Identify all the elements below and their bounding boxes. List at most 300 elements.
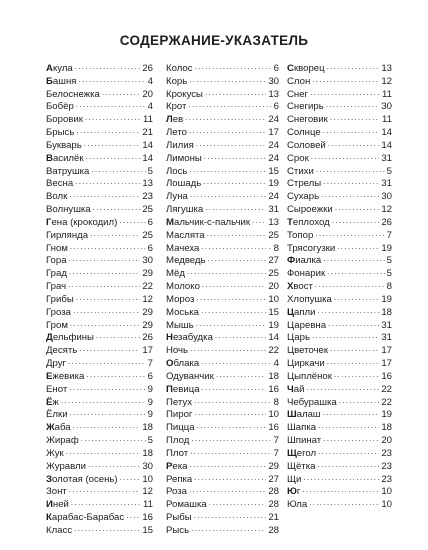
dot-leader — [315, 279, 385, 292]
dot-leader — [317, 459, 379, 472]
dot-leader — [323, 176, 379, 189]
dot-leader — [315, 228, 384, 241]
entry-initial-letter: Г — [46, 216, 52, 228]
entry-initial-letter: Ч — [287, 383, 294, 395]
entry-word: Стрелы — [287, 178, 322, 190]
entry-label — [166, 281, 200, 294]
entry-page-number: 4 — [147, 75, 153, 87]
entry-word: ж — [52, 396, 59, 408]
entry-initial-letter: З — [46, 473, 53, 485]
dot-leader — [327, 356, 380, 369]
entry-word: еплоход — [292, 216, 330, 228]
entry-page-number: 15 — [268, 165, 279, 177]
entry-word: Чебурашка — [287, 396, 337, 408]
entry-label — [287, 204, 333, 217]
dot-leader — [312, 74, 379, 87]
entry-page-number: 20 — [142, 88, 153, 100]
entry-label — [287, 435, 321, 448]
entry-label — [46, 486, 67, 499]
index-entry — [46, 525, 153, 538]
entry-word: Гора — [46, 255, 67, 267]
entry-page-number: 27 — [268, 255, 279, 267]
entry-word: Царевна — [287, 319, 327, 331]
entry-page-number: 23 — [381, 460, 392, 472]
entry-word: Ночь — [166, 345, 189, 357]
entry-page-number: 16 — [268, 383, 279, 395]
dot-leader — [194, 395, 272, 408]
entry-label — [287, 499, 307, 512]
entry-page-number: 14 — [142, 139, 153, 151]
entry-initial-letter: И — [46, 499, 53, 511]
entry-page-number: 21 — [142, 127, 153, 139]
entry-label — [166, 525, 189, 538]
entry-page-number: 12 — [142, 293, 153, 305]
dot-leader — [205, 202, 266, 215]
entry-page-number: 7 — [273, 447, 279, 459]
entry-page-number: 25 — [268, 268, 279, 280]
dot-leader — [334, 369, 379, 382]
entry-label — [166, 422, 195, 435]
entry-word: Фонарик — [287, 268, 326, 280]
entry-label — [287, 448, 316, 461]
entry-page-number: 18 — [142, 422, 153, 434]
entry-word: Снеговик — [287, 114, 328, 126]
entry-initial-letter: Ц — [287, 306, 295, 318]
dot-leader — [96, 330, 140, 343]
entry-label — [46, 140, 82, 153]
dot-leader — [190, 446, 272, 459]
entry-label — [46, 294, 74, 307]
entry-label — [287, 230, 313, 243]
entry-label — [166, 243, 199, 256]
entry-word: Журавли — [46, 460, 86, 472]
entry-page-number: 16 — [142, 511, 153, 523]
entry-page-number: 17 — [381, 345, 392, 357]
entry-word: ельфины — [52, 332, 94, 344]
entry-word: апли — [294, 306, 316, 318]
dot-leader — [66, 446, 141, 459]
entry-label — [166, 76, 187, 89]
entry-initial-letter: Е — [46, 370, 53, 382]
entry-label — [287, 89, 308, 102]
entry-word: Друг — [46, 358, 67, 370]
entry-word: Лето — [166, 127, 187, 139]
entry-word: Жираф — [46, 435, 79, 447]
entry-page-number: 29 — [142, 268, 153, 280]
entry-page-number: 19 — [381, 409, 392, 421]
entry-label — [46, 320, 68, 333]
entry-page-number: 28 — [268, 486, 279, 498]
entry-word: альчик-с-пальчик — [174, 216, 251, 228]
entry-page-number: 12 — [381, 204, 392, 216]
dot-leader — [201, 356, 271, 369]
entry-page-number: 21 — [268, 511, 279, 523]
entry-word: Слон — [287, 75, 311, 87]
dot-leader — [69, 253, 141, 266]
entry-label — [46, 409, 68, 422]
entry-word: олотая (осень) — [52, 473, 118, 485]
dot-leader — [318, 446, 379, 459]
entry-initial-letter: Л — [166, 114, 173, 126]
dot-leader — [194, 407, 266, 420]
dot-leader — [86, 151, 141, 164]
dot-leader — [191, 523, 266, 536]
entry-word: Молоко — [166, 281, 200, 293]
index-entry — [166, 525, 279, 538]
dot-leader — [76, 99, 146, 112]
dot-leader — [203, 176, 266, 189]
entry-initial-letter: Р — [166, 460, 173, 472]
dot-leader — [86, 369, 145, 382]
dot-leader — [120, 472, 141, 485]
entry-page-number: 19 — [268, 319, 279, 331]
entry-word: Пирог — [166, 409, 193, 421]
dot-leader — [339, 395, 380, 408]
entry-page-number: 30 — [381, 191, 392, 203]
entry-word: Соловей — [287, 139, 326, 151]
dot-leader — [311, 151, 380, 164]
entry-word: Град — [46, 268, 67, 280]
entry-label — [287, 166, 314, 179]
dot-leader — [195, 61, 272, 74]
entry-page-number: 22 — [381, 383, 392, 395]
entry-word: ай — [293, 383, 305, 395]
entry-initial-letter: Щ — [287, 447, 297, 459]
entry-word: кула — [52, 63, 73, 74]
entry-label — [287, 409, 321, 422]
entry-page-number: 25 — [268, 229, 279, 241]
entry-page-number: 9 — [147, 409, 153, 421]
entry-word: Лягушка — [166, 204, 204, 216]
dot-leader — [188, 99, 271, 112]
entry-page-number: 11 — [382, 114, 392, 126]
dot-leader — [75, 176, 140, 189]
dot-leader — [126, 510, 140, 523]
dot-leader — [323, 433, 379, 446]
entry-page-number: 8 — [273, 242, 279, 254]
dot-leader — [91, 164, 145, 177]
entry-page-number: 13 — [268, 88, 279, 100]
entry-word: Хлопушка — [287, 293, 332, 305]
dot-leader — [323, 125, 380, 138]
entry-page-number: 14 — [381, 139, 392, 151]
dot-leader — [85, 112, 141, 125]
entry-page-number: 28 — [268, 499, 279, 511]
entry-page-number: 16 — [381, 370, 392, 382]
dot-leader — [323, 407, 380, 420]
dot-leader — [321, 189, 379, 202]
dot-leader — [69, 484, 141, 497]
entry-word: жевика — [52, 370, 85, 382]
entry-word: блака — [173, 358, 200, 370]
dot-leader — [330, 112, 380, 125]
entry-page-number: 8 — [386, 281, 392, 293]
entry-initial-letter: Ш — [287, 409, 297, 421]
entry-word: Щётка — [287, 460, 316, 472]
entry-label — [46, 358, 66, 371]
entry-page-number: 14 — [268, 332, 279, 344]
entry-word: асилёк — [52, 152, 84, 164]
entry-label — [287, 422, 316, 435]
entry-word: Медведь — [166, 255, 206, 267]
entry-word: Роза — [166, 486, 187, 498]
entry-word: иалка — [295, 255, 322, 267]
entry-page-number: 7 — [386, 229, 392, 241]
dot-leader — [73, 305, 140, 318]
entry-page-number: 22 — [381, 396, 392, 408]
entry-page-number: 18 — [142, 447, 153, 459]
entry-page-number: 18 — [381, 306, 392, 318]
entry-initial-letter: Х — [287, 281, 294, 293]
entry-word: Волк — [46, 191, 68, 203]
dot-leader — [189, 484, 266, 497]
dot-leader — [69, 189, 140, 202]
entry-label — [46, 243, 68, 256]
entry-label — [166, 320, 194, 333]
entry-label — [166, 345, 188, 358]
entry-label — [166, 358, 199, 371]
entry-word: Цветочек — [287, 345, 329, 357]
entry-word: Крот — [166, 101, 187, 113]
entry-word: ека — [172, 460, 188, 472]
entry-page-number: 13 — [142, 178, 153, 190]
entry-page-number: 26 — [142, 63, 153, 74]
entry-page-number: 29 — [142, 306, 153, 318]
entry-word: Юла — [287, 499, 308, 511]
entry-label — [166, 461, 188, 474]
entry-page-number: 6 — [147, 370, 153, 382]
entry-word: Лилия — [166, 139, 194, 151]
entry-word: Сыроежки — [287, 204, 333, 216]
entry-word: Гром — [46, 319, 68, 331]
entry-page-number: 31 — [381, 332, 392, 344]
entry-word: Мачеха — [166, 242, 200, 254]
entry-page-number: 5 — [386, 255, 392, 267]
dot-leader — [201, 305, 266, 318]
entry-page-number: 20 — [381, 435, 392, 447]
entry-label — [166, 448, 188, 461]
entry-label — [166, 409, 192, 422]
dot-leader — [312, 330, 379, 343]
entry-word: Щи — [287, 473, 302, 485]
dot-leader — [61, 395, 146, 408]
entry-page-number: 30 — [268, 75, 279, 87]
entry-page-number: 14 — [381, 127, 392, 139]
entry-label — [166, 435, 189, 448]
entry-initial-letter: Ж — [46, 422, 55, 434]
entry-label — [287, 345, 328, 358]
dot-leader — [318, 420, 379, 433]
entry-page-number: 15 — [268, 306, 279, 318]
entry-word: арабас-Барабас — [51, 511, 125, 523]
entry-label — [166, 486, 187, 499]
entry-word: вост — [293, 281, 313, 293]
entry-page-number: 11 — [143, 499, 153, 511]
entry-initial-letter: Ф — [287, 255, 296, 267]
entry-page-number: 4 — [147, 101, 153, 113]
dot-leader — [310, 87, 380, 100]
dot-leader — [204, 151, 267, 164]
entry-page-number: 14 — [142, 152, 153, 164]
dot-leader — [70, 318, 140, 331]
dot-leader — [309, 497, 379, 510]
entry-word: Букварь — [46, 139, 82, 151]
entry-page-number: 17 — [381, 358, 392, 370]
entry-page-number: 19 — [381, 242, 392, 254]
entry-initial-letter: П — [166, 383, 173, 395]
entry-page-number: 10 — [268, 409, 279, 421]
entry-page-number: 30 — [142, 255, 153, 267]
entry-page-number: 5 — [386, 165, 392, 177]
dot-leader — [303, 472, 379, 485]
dot-leader — [332, 215, 380, 228]
entry-page-number: 25 — [142, 229, 153, 241]
entry-label — [46, 307, 71, 320]
index-entry — [287, 499, 392, 512]
entry-word: Енот — [46, 383, 68, 395]
entry-initial-letter: Д — [46, 332, 53, 344]
entry-label — [166, 230, 205, 243]
dot-leader — [69, 266, 140, 279]
entry-word: Рыбы — [166, 511, 192, 523]
dot-leader — [73, 420, 141, 433]
entry-word: Грибы — [46, 293, 74, 305]
dot-leader — [216, 369, 267, 382]
entry-page-number: 24 — [268, 139, 279, 151]
entry-label — [287, 486, 300, 499]
dot-leader — [68, 279, 140, 292]
entry-page-number: 10 — [381, 486, 392, 498]
dot-leader — [323, 253, 384, 266]
dot-leader — [209, 497, 267, 510]
entry-initial-letter: В — [46, 152, 53, 164]
entry-page-number: 16 — [268, 422, 279, 434]
entry-label — [46, 153, 84, 166]
entry-page-number: 31 — [381, 319, 392, 331]
dot-leader — [90, 228, 140, 241]
entry-page-number: 26 — [381, 216, 392, 228]
dot-leader — [69, 382, 145, 395]
dot-leader — [196, 292, 266, 305]
entry-page-number: 28 — [268, 524, 279, 536]
entry-word: Колос — [166, 63, 193, 74]
dot-leader — [190, 343, 266, 356]
entry-page-number: 29 — [268, 460, 279, 472]
entry-page-number: 18 — [381, 422, 392, 434]
entry-initial-letter: О — [166, 358, 174, 370]
entry-initial-letter: М — [166, 216, 174, 228]
entry-page-number: 17 — [268, 127, 279, 139]
dot-leader — [79, 343, 140, 356]
entry-word: Гроза — [46, 306, 71, 318]
entry-word: Петух — [166, 396, 193, 408]
entry-page-number: 23 — [381, 473, 392, 485]
dot-leader — [81, 433, 146, 446]
dot-leader — [326, 99, 380, 112]
entry-word: Одуванчик — [166, 370, 214, 382]
dot-leader — [302, 484, 379, 497]
entry-word: Луна — [166, 191, 188, 203]
entry-label — [166, 268, 185, 281]
entry-page-number: 10 — [381, 499, 392, 511]
entry-page-number: 6 — [273, 63, 279, 74]
entry-label — [46, 448, 64, 461]
dot-leader — [70, 407, 146, 420]
entry-page-number: 7 — [147, 358, 153, 370]
dot-leader — [194, 472, 266, 485]
dot-leader — [252, 215, 266, 228]
entry-label — [287, 191, 319, 204]
entry-word: алаш — [296, 409, 321, 421]
entry-label — [287, 76, 310, 89]
page-title: СОДЕРЖАНИЕ-УКАЗАТЕЛЬ — [119, 33, 309, 48]
dot-leader — [190, 459, 267, 472]
entry-word: Ёлки — [46, 409, 68, 421]
entry-word: ев — [172, 114, 184, 126]
entry-word: Рысь — [166, 524, 190, 536]
entry-word: Шапка — [287, 422, 317, 434]
dot-leader — [196, 138, 267, 151]
dot-leader — [327, 61, 380, 74]
entry-page-number: 5 — [147, 435, 153, 447]
entry-initial-letter: Ё — [46, 396, 53, 408]
entry-label — [166, 101, 186, 114]
dot-leader — [328, 138, 380, 151]
entry-page-number: 7 — [273, 435, 279, 447]
dot-leader — [337, 241, 379, 254]
dot-leader — [119, 215, 145, 228]
entry-label — [46, 255, 67, 268]
entry-page-number: 29 — [142, 319, 153, 331]
entry-page-number: 30 — [381, 101, 392, 113]
dot-leader — [88, 459, 140, 472]
dot-leader — [71, 497, 141, 510]
dot-leader — [194, 510, 267, 523]
dot-leader — [74, 523, 140, 536]
entry-label — [287, 153, 309, 166]
entry-label — [287, 358, 325, 371]
entry-word: Гирлянда — [46, 229, 89, 241]
entry-word: Гном — [46, 242, 68, 254]
entry-label — [287, 127, 321, 140]
entry-label — [287, 178, 321, 191]
dot-leader — [196, 318, 267, 331]
dot-leader — [335, 202, 380, 215]
entry-page-number: 25 — [142, 204, 153, 216]
entry-word: Весна — [46, 178, 74, 190]
entry-word: Срок — [287, 152, 309, 164]
dot-leader — [185, 112, 266, 125]
entry-label — [166, 204, 203, 217]
entry-word: аба — [54, 422, 71, 434]
entry-page-number: 11 — [143, 114, 153, 126]
entry-word: Волнушка — [46, 204, 91, 216]
dot-leader — [202, 382, 267, 395]
entry-label — [46, 191, 67, 204]
entry-page-number: 26 — [142, 332, 153, 344]
entry-word: Солнце — [287, 127, 321, 139]
dot-leader — [75, 61, 141, 74]
index-column-3 — [287, 63, 392, 512]
dot-leader — [330, 343, 379, 356]
entry-page-number: 13 — [268, 216, 279, 228]
dot-leader — [70, 241, 146, 254]
entry-word: Плод — [166, 435, 190, 447]
entry-page-number: 19 — [268, 178, 279, 190]
entry-page-number: 17 — [142, 345, 153, 357]
entry-word: Мышь — [166, 319, 194, 331]
entry-label — [166, 294, 194, 307]
